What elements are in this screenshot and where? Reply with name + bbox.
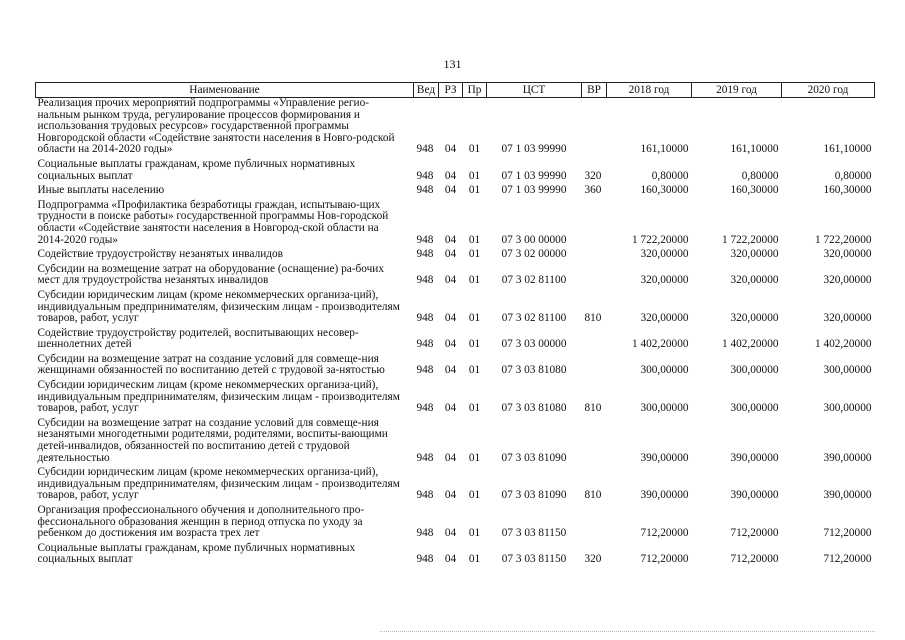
cell-name: Содействие трудоустройству родителей, воспитывающих несовер-шеннолетних детей (37, 326, 359, 351)
cell-y2018: 0,80000 (651, 169, 689, 182)
cell-y2019: 712,20000 (730, 553, 779, 566)
cell-y2018: 300,00000 (640, 364, 689, 377)
cell-rz: 04 (444, 451, 457, 464)
cell-pr: 01 (468, 527, 481, 540)
cell-y2019: 300,00000 (730, 402, 779, 415)
cell-name: Субсидии юридическим лицам (кроме некоммерческих организа-ций), индивидуальным предпринимателям, физическим лицам - производителям товаров, работ, услуг (37, 466, 400, 502)
cell-vr (582, 415, 607, 464)
cell-ved: 948 (416, 451, 434, 464)
cell-rz: 04 (444, 169, 457, 182)
table-row (36, 377, 875, 415)
table-row (36, 182, 875, 197)
cell-y2018: 712,20000 (640, 527, 689, 540)
cell-cst: 07 3 02 00000 (501, 248, 567, 261)
cell-cst: 07 1 03 99990 (501, 169, 567, 182)
cell-rz: 04 (444, 527, 457, 540)
cell-cst: 07 3 02 81100 (501, 312, 567, 325)
cell-pr: 01 (468, 451, 481, 464)
header-rz: РЗ (439, 83, 463, 98)
table-row (36, 197, 875, 246)
cell-y2020: 1 402,20000 (815, 338, 872, 351)
cell-cst: 07 3 03 81150 (501, 553, 567, 566)
cell-pr: 01 (468, 169, 481, 182)
cell-y2019: 0,80000 (741, 169, 779, 182)
cell-y2018: 320,00000 (640, 274, 689, 287)
cell-name: Иные выплаты населению (37, 184, 165, 197)
cell-pr: 01 (468, 274, 481, 287)
cell-name: Содействие трудоустройству незанятых инвалидов (37, 248, 283, 261)
cell-rz: 04 (444, 143, 457, 156)
cell-vr: 810 (584, 312, 602, 325)
cell-ved: 948 (416, 489, 434, 502)
table-row (36, 156, 875, 182)
cell-rz: 04 (444, 338, 457, 351)
header-pr: Пр (463, 83, 487, 98)
cell-rz: 04 (444, 312, 457, 325)
cell-ved: 948 (416, 184, 434, 197)
header-vr: ВР (582, 83, 607, 98)
cell-name: Организация профессионального обучения и дополнительного про-фессионального образования женщин в период отпуска по уходу за ребенком до достижения им возраста трех лет (37, 504, 365, 540)
cell-vr: 810 (584, 402, 602, 415)
table-row (36, 502, 875, 540)
cell-y2018: 160,30000 (640, 184, 689, 197)
bottom-edge-line (380, 631, 875, 633)
cell-rz: 04 (444, 364, 457, 377)
cell-ved: 948 (416, 233, 434, 246)
header-cst: ЦСТ (487, 83, 582, 98)
cell-name: Субсидии на возмещение затрат на создание условий для совмеще-ния незанятыми многодетными родителями, родителями, воспиты-вающими детей-инвалидов, обязанностей по воспитанию детей с трудовой деятельностью (37, 416, 388, 464)
cell-cst: 07 3 02 81100 (501, 274, 567, 287)
cell-y2020: 320,00000 (823, 312, 872, 325)
cell-y2019: 390,00000 (730, 451, 779, 464)
cell-y2018: 1 402,20000 (632, 338, 689, 351)
cell-y2019: 300,00000 (730, 364, 779, 377)
cell-cst: 07 3 00 00000 (501, 233, 567, 246)
cell-ved: 948 (416, 312, 434, 325)
cell-vr (582, 98, 607, 156)
cell-y2020: 300,00000 (823, 402, 872, 415)
cell-cst: 07 3 03 81150 (501, 527, 567, 540)
cell-y2019: 320,00000 (730, 274, 779, 287)
header-ved: Вед (414, 83, 439, 98)
cell-ved: 948 (416, 553, 434, 566)
cell-y2020: 390,00000 (823, 489, 872, 502)
cell-cst: 07 1 03 99990 (501, 184, 567, 197)
cell-ved: 948 (416, 527, 434, 540)
cell-vr (582, 261, 607, 287)
cell-y2019: 320,00000 (730, 312, 779, 325)
table-row (36, 464, 875, 502)
cell-pr: 01 (468, 143, 481, 156)
cell-vr (582, 502, 607, 540)
cell-name: Социальные выплаты гражданам, кроме публичных нормативных социальных выплат (37, 541, 356, 566)
table-row (36, 351, 875, 377)
cell-y2020: 300,00000 (823, 364, 872, 377)
cell-y2018: 320,00000 (640, 248, 689, 261)
table-row (36, 261, 875, 287)
table-row (36, 540, 875, 566)
table-row (36, 98, 875, 156)
cell-rz: 04 (444, 248, 457, 261)
cell-y2018: 1 722,20000 (632, 233, 689, 246)
cell-pr: 01 (468, 489, 481, 502)
cell-y2020: 0,80000 (834, 169, 872, 182)
cell-y2018: 161,10000 (640, 143, 689, 156)
cell-cst: 07 3 03 81080 (501, 364, 567, 377)
budget-table (35, 82, 875, 566)
cell-name: Субсидии юридическим лицам (кроме некоммерческих организа-ций), индивидуальным предпринимателям, физическим лицам - производителям товаров, работ, услуг (37, 288, 400, 325)
cell-name: Субсидии юридическим лицам (кроме некоммерческих организа-ций), индивидуальным предпринимателям, физическим лицам - производителям товаров, работ, услуг (37, 379, 400, 415)
cell-vr (582, 351, 607, 377)
cell-name: Подпрограмма «Профилактика безработицы граждан, испытываю-щих трудности в поиске работы» государственной программы Нов-городской области «Содействие занятости населения в Новгород-ской области на 2014-2020 годы» (37, 198, 389, 246)
cell-y2018: 712,20000 (640, 553, 689, 566)
table-row (36, 287, 875, 325)
cell-rz: 04 (444, 402, 457, 415)
header-year-2018: 2018 год (607, 83, 692, 98)
header-name: Наименование (36, 83, 414, 98)
cell-vr (582, 325, 607, 351)
header-year-2020: 2020 год (782, 83, 875, 98)
cell-name: Субсидии на возмещение затрат на создание условий для совмеще-ния женщинами обязанностей по воспитанию детей с трудовой за-нятостью (37, 352, 385, 377)
cell-cst: 07 3 03 81090 (501, 489, 567, 502)
table-row (36, 246, 875, 261)
cell-pr: 01 (468, 184, 481, 197)
cell-vr (582, 197, 607, 246)
cell-vr: 810 (584, 489, 602, 502)
table-header-row (36, 83, 875, 98)
cell-y2019: 320,00000 (730, 248, 779, 261)
cell-y2019: 1 722,20000 (722, 233, 779, 246)
cell-y2019: 390,00000 (730, 489, 779, 502)
cell-ved: 948 (416, 338, 434, 351)
cell-ved: 948 (416, 143, 434, 156)
cell-pr: 01 (468, 553, 481, 566)
cell-rz: 04 (444, 553, 457, 566)
header-year-2019: 2019 год (692, 83, 782, 98)
cell-pr: 01 (468, 233, 481, 246)
cell-y2018: 320,00000 (640, 312, 689, 325)
cell-pr: 01 (468, 338, 481, 351)
cell-pr: 01 (468, 364, 481, 377)
cell-vr: 320 (584, 169, 602, 182)
cell-vr (582, 246, 607, 261)
cell-y2019: 712,20000 (730, 527, 779, 540)
cell-rz: 04 (444, 184, 457, 197)
cell-y2020: 712,20000 (823, 553, 872, 566)
cell-rz: 04 (444, 233, 457, 246)
cell-cst: 07 3 03 81080 (501, 402, 567, 415)
cell-y2020: 390,00000 (823, 451, 872, 464)
cell-pr: 01 (468, 402, 481, 415)
cell-ved: 948 (416, 274, 434, 287)
cell-rz: 04 (444, 274, 457, 287)
cell-ved: 948 (416, 169, 434, 182)
cell-cst: 07 1 03 99990 (501, 143, 567, 156)
cell-y2020: 1 722,20000 (815, 233, 872, 246)
table-row (36, 415, 875, 464)
cell-y2018: 300,00000 (640, 402, 689, 415)
cell-y2019: 161,10000 (730, 143, 779, 156)
cell-y2020: 712,20000 (823, 527, 872, 540)
cell-y2020: 160,30000 (823, 184, 872, 197)
cell-name: Субсидии на возмещение затрат на оборудование (оснащение) ра-бочих мест для трудоустройства незанятых инвалидов (37, 262, 384, 287)
cell-pr: 01 (468, 248, 481, 261)
cell-y2020: 320,00000 (823, 274, 872, 287)
cell-pr: 01 (468, 312, 481, 325)
cell-y2020: 161,10000 (823, 143, 872, 156)
cell-y2020: 320,00000 (823, 248, 872, 261)
cell-cst: 07 3 03 00000 (501, 338, 567, 351)
cell-ved: 948 (416, 364, 434, 377)
cell-y2018: 390,00000 (640, 489, 689, 502)
cell-cst: 07 3 03 81090 (501, 451, 567, 464)
cell-rz: 04 (444, 489, 457, 502)
cell-ved: 948 (416, 402, 434, 415)
cell-y2019: 160,30000 (730, 184, 779, 197)
page-number: 131 (443, 57, 462, 71)
cell-ved: 948 (416, 248, 434, 261)
cell-name: Реализация прочих мероприятий подпрограммы «Управление регио-нальным рынком труда, регулирование процессов формирования и использования трудовых ресурсов» государственной программы Новгородской области «Содействие занятости населения в Новго-родской области на 2014-2020 годы» (37, 97, 395, 156)
cell-y2019: 1 402,20000 (722, 338, 779, 351)
table-row (36, 325, 875, 351)
cell-name: Социальные выплаты гражданам, кроме публичных нормативных социальных выплат (37, 157, 356, 182)
cell-y2018: 390,00000 (640, 451, 689, 464)
cell-vr: 360 (584, 184, 602, 197)
cell-vr: 320 (584, 553, 602, 566)
